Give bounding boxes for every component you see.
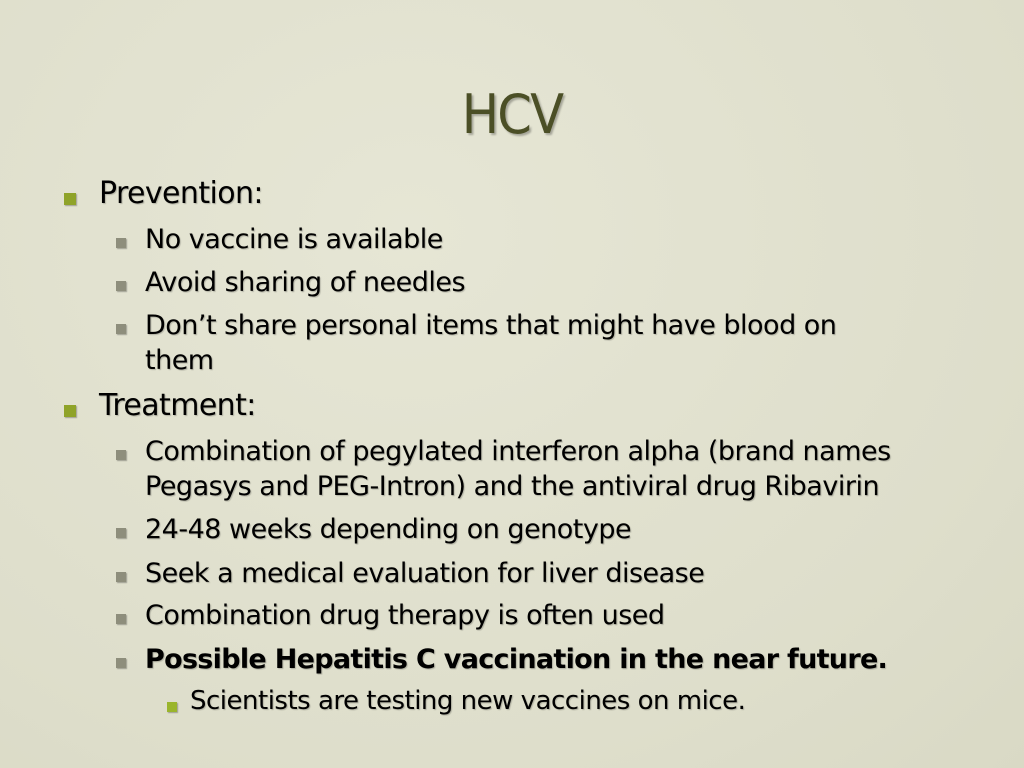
prevention-item: No vaccine is available: [145, 224, 443, 255]
prevention-heading: Prevention:: [99, 176, 263, 211]
bullet-icon: [64, 193, 76, 205]
slide-title: HCV: [461, 83, 563, 146]
bullet-icon: [116, 528, 126, 538]
bullet-icon: [116, 324, 126, 334]
bullet-icon: [116, 238, 126, 248]
treatment-heading: Treatment:: [99, 388, 256, 423]
treatment-item-highlight: Possible Hepatitis C vaccination in the near future.: [145, 644, 888, 675]
treatment-item-continued: Pegasys and PEG-Intron) and the antiviral drug Ribavirin: [145, 471, 880, 502]
treatment-item: Combination drug therapy is often used: [145, 600, 665, 631]
bullet-icon: [116, 281, 126, 291]
prevention-item: Don’t share personal items that might have blood on: [145, 310, 837, 341]
prevention-item: Avoid sharing of needles: [145, 267, 466, 298]
bullet-icon: [167, 702, 177, 712]
bullet-icon: [116, 450, 126, 460]
bullet-icon: [116, 658, 126, 668]
treatment-item: Seek a medical evaluation for liver disease: [145, 558, 705, 589]
prevention-item-continued: them: [145, 345, 214, 376]
bullet-icon: [116, 572, 126, 582]
treatment-item: 24-48 weeks depending on genotype: [145, 514, 632, 545]
treatment-item: Combination of pegylated interferon alpha (brand names: [145, 436, 891, 467]
bullet-icon: [116, 614, 126, 624]
treatment-subitem: Scientists are testing new vaccines on mice.: [190, 686, 746, 716]
bullet-icon: [64, 405, 76, 417]
